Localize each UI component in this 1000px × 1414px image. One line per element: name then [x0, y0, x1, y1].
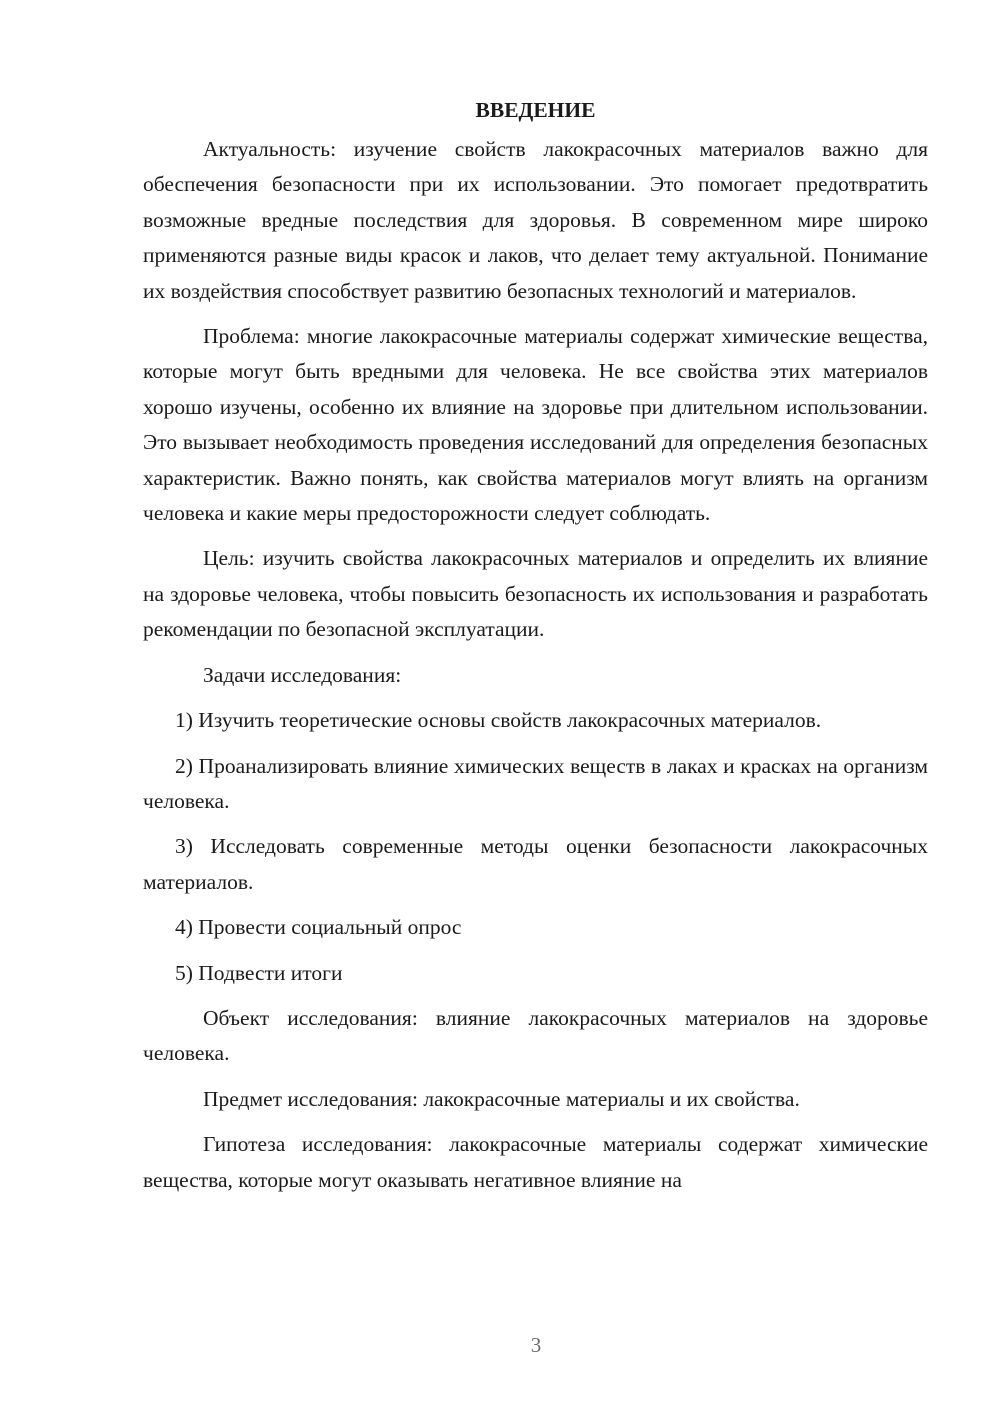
paragraph-problem: Проблема: многие лакокрасочные материалы содержат химические вещества, которые могут быть вредными для человека. Не все свойства этих материалов хорошо изучены, особенно их влияние на здоровье при длительном использовании. Это вызывает необходимость проведения исследований для определения безопасных характеристик. Важно понять, как свойства материалов могут влиять на организм человека и какие меры предосторожности следует соблюдать. [143, 324, 928, 526]
task-item-1: 1) Изучить теоретические основы свойств лакокрасочных материалов. [175, 708, 822, 733]
page-heading: ВВЕДЕНИЕ [475, 98, 596, 122]
tasks-title: Задачи исследования: [203, 662, 402, 687]
task-item-3: 3) Исследовать современные методы оценки безопасности лакокрасочных материалов. [143, 834, 928, 894]
paragraph-goal: Цель: изучить свойства лакокрасочных материалов и определить их влияние на здоровье человека, чтобы повысить безопасность их использования и разработать рекомендации по безопасной эксплуатации. [143, 546, 928, 642]
paragraph-subject: Предмет исследования: лакокрасочные материалы и их свойства. [203, 1086, 800, 1111]
page-content [143, 92, 928, 1198]
paragraph-relevance: Актуальность: изучение свойств лакокрасочных материалов важно для обеспечения безопасности при их использовании. Это помогает предотвратить возможные вредные последствия для здоровья. В современном мире широко применяются разные виды красок и лаков, что делает тему актуальной. Понимание их воздействия способствует развитию безопасных технологий и материалов. [143, 137, 928, 303]
page-number: 3 [530, 1333, 542, 1357]
paragraph-hypothesis: Гипотеза исследования: лакокрасочные материалы содержат химические вещества, которые могут оказывать негативное влияние на [143, 1132, 928, 1192]
task-item-5: 5) Подвести итоги [175, 960, 343, 985]
task-item-4: 4) Провести социальный опрос [175, 915, 462, 940]
task-item-2: 2) Проанализировать влияние химических веществ в лаках и красках на организм человека. [143, 753, 928, 813]
paragraph-object: Объект исследования: влияние лакокрасочных материалов на здоровье человека. [143, 1005, 928, 1066]
